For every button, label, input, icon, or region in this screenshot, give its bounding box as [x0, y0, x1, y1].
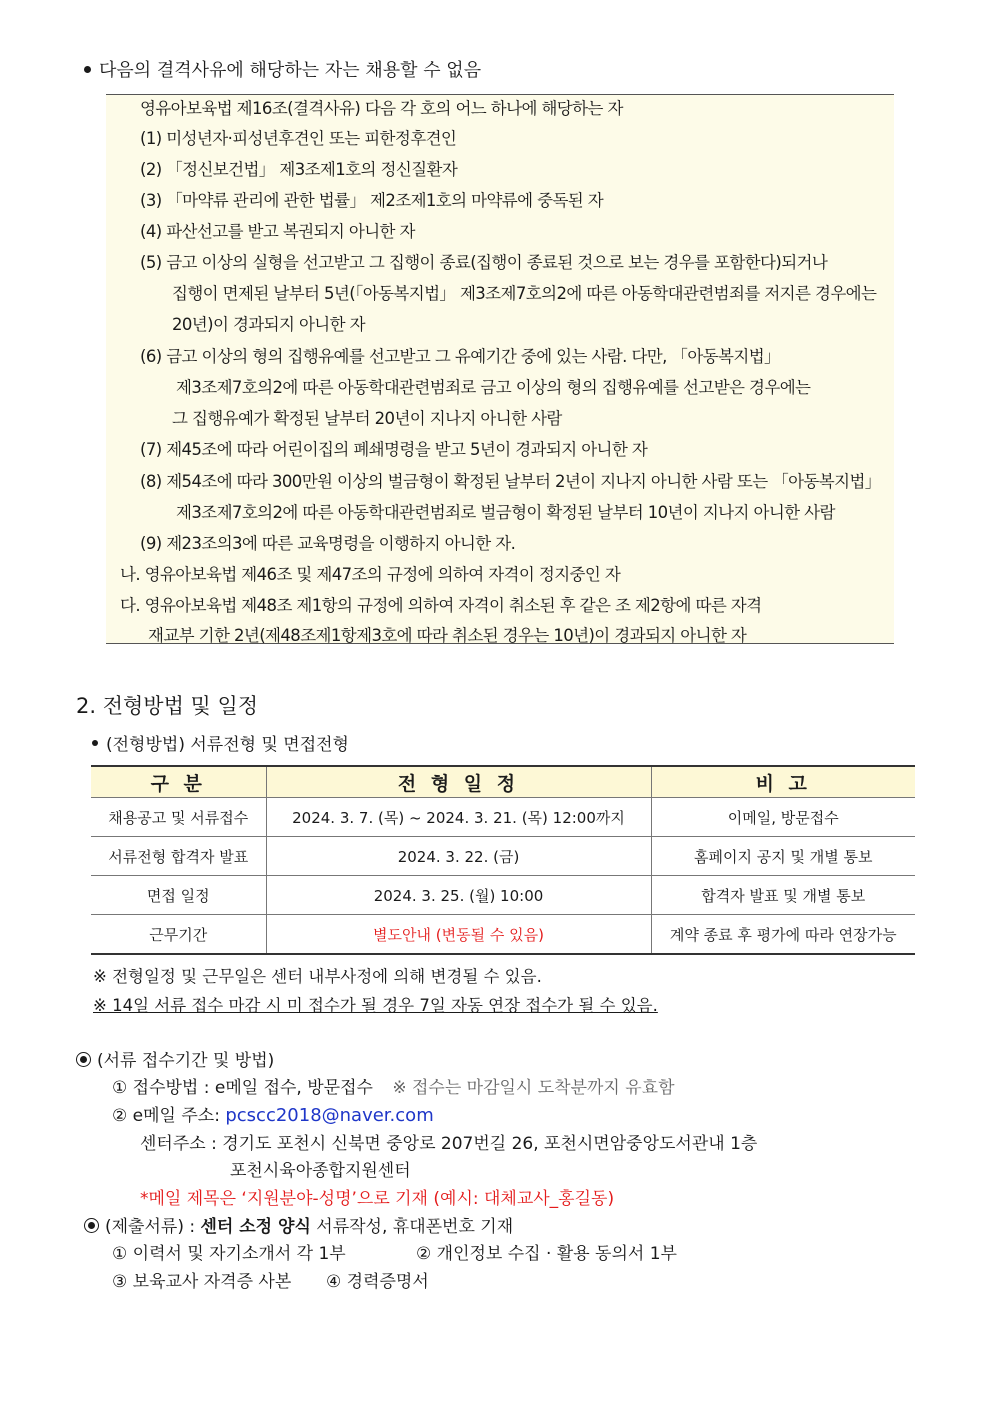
box-line: 집행이 면제된 날부터 5년(「아동복지법」 제3조제7호의2에 따른 아동학대관련범죄를 저지른 경우에는 — [172, 284, 877, 303]
table-cell: 합격자 발표 및 개별 통보 — [651, 876, 915, 915]
box-line: (7) 제45조에 따라 어린이집의 폐쇄명령을 받고 5년이 경과되지 아니한 자 — [140, 440, 648, 459]
table-header-row — [91, 766, 915, 798]
disqualification-box — [106, 94, 894, 644]
documents-item-4: ④ 경력증명서 — [326, 1272, 429, 1292]
address-line-1: 센터주소 : 경기도 포천시 신북면 중앙로 207번길 26, 포천시면암중앙도서관내 1층 — [140, 1134, 758, 1154]
table-cell: 서류전형 합격자 발표 — [91, 837, 266, 876]
address-line-2: 포천시육아종합지원센터 — [230, 1161, 411, 1181]
disqualification-heading-text: 다음의 결격사유에 해당하는 자는 채용할 수 없음 — [99, 60, 482, 81]
note-schedule-change: ※ 전형일정 및 근무일은 센터 내부사정에 의해 변경될 수 있음. — [93, 967, 542, 986]
table-row — [91, 876, 915, 915]
method-text: (전형방법) 서류전형 및 면접전형 — [106, 735, 349, 755]
disqualification-heading — [84, 56, 481, 82]
documents-heading — [84, 1212, 513, 1237]
schedule-table — [91, 765, 915, 955]
box-line: 제3조제7호의2에 따른 아동학대관련범죄로 벌금형이 확정된 날부터 10년이 지나지 아니한 사람 — [176, 503, 835, 522]
box-line: (2) 「정신보건법」 제3조제1호의 정신질환자 — [140, 160, 458, 179]
table-cell: 홈페이지 공지 및 개별 통보 — [651, 837, 915, 876]
table-row — [91, 798, 915, 837]
documents-item-3: ③ 보육교사 자격증 사본 — [112, 1272, 292, 1292]
method-label: ① 접수방법 : e메일 접수, 방문접수 — [112, 1078, 373, 1098]
email-label: ② e메일 주소: — [112, 1106, 220, 1126]
header-category: 구 분 — [91, 766, 266, 798]
table-cell-highlight: 별도안내 (변동될 수 있음) — [266, 915, 651, 955]
table-cell: 2024. 3. 7. (목) ~ 2024. 3. 21. (목) 12:00까지 — [266, 798, 651, 837]
table-cell: 근무기간 — [91, 915, 266, 955]
box-line: (1) 미성년자·피성년후견인 또는 피한정후견인 — [140, 129, 457, 148]
documents-item-1: ① 이력서 및 자기소개서 각 1부 — [112, 1244, 346, 1264]
box-line: 영유아보육법 제16조(결격사유) 다음 각 호의 어느 하나에 해당하는 자 — [140, 99, 623, 118]
header-remarks: 비 고 — [651, 766, 915, 798]
box-line: (5) 금고 이상의 실형을 선고받고 그 집행이 종료(집행이 종료된 것으로 보는 경우를 포함한다)되거나 — [140, 253, 828, 272]
box-line: (4) 파산선고를 받고 복권되지 아니한 자 — [140, 222, 415, 241]
documents-heading-text: (제출서류) : — [105, 1217, 196, 1237]
table-cell: 2024. 3. 25. (월) 10:00 — [266, 876, 651, 915]
method-line — [92, 730, 349, 755]
table-cell: 2024. 3. 22. (금) — [266, 837, 651, 876]
application-method — [112, 1073, 675, 1098]
section-title: 2. 전형방법 및 일정 — [76, 694, 259, 718]
header-schedule: 전 형 일 정 — [266, 766, 651, 798]
box-line: 다. 영유아보육법 제48조 제1항의 규정에 의하여 자격이 취소된 후 같은 조 제2항에 따른 자격 — [120, 596, 762, 615]
box-line: (3) 「마약류 관리에 관한 법률」 제2조제1호의 마약류에 중독된 자 — [140, 191, 604, 210]
box-line: 그 집행유예가 확정된 날부터 20년이 지나지 아니한 사람 — [172, 409, 562, 428]
box-line: (8) 제54조에 따라 300만원 이상의 벌금형이 확정된 날부터 2년이 지나지 아니한 사람 또는 「아동복지법」 — [140, 472, 881, 491]
documents-emphasis: 센터 소정 양식 — [200, 1217, 311, 1237]
box-line: 나. 영유아보육법 제46조 및 제47조의 규정에 의하여 자격이 정지중인 자 — [120, 565, 621, 584]
box-line: 20년)이 경과되지 아니한 자 — [172, 315, 365, 334]
bullet-icon — [92, 740, 98, 746]
table-cell: 면접 일정 — [91, 876, 266, 915]
table-cell: 이메일, 방문접수 — [651, 798, 915, 837]
box-line: 재교부 기한 2년(제48조제1항제3호에 따라 취소된 경우는 10년)이 경과되지 아니한 자 — [148, 626, 747, 645]
table-row — [91, 915, 915, 955]
table-cell: 계약 종료 후 평가에 따라 연장가능 — [651, 915, 915, 955]
note-auto-extension: ※ 14일 서류 접수 마감 시 미 접수가 될 경우 7일 자동 연장 접수가 될 수 있음. — [93, 996, 658, 1015]
bullet-icon — [84, 66, 91, 73]
documents-tail: 서류작성, 휴대폰번호 기재 — [316, 1217, 514, 1237]
email-line — [112, 1101, 434, 1126]
documents-item-2: ② 개인정보 수집 · 활용 동의서 1부 — [416, 1244, 677, 1264]
email-link[interactable]: pcscc2018@naver.com — [225, 1105, 434, 1126]
box-line: (6) 금고 이상의 형의 집행유예를 선고받고 그 유예기간 중에 있는 사람. 다만, 「아동복지법」 — [140, 347, 780, 366]
table-cell: 채용공고 및 서류접수 — [91, 798, 266, 837]
circle-bullet-icon — [76, 1052, 91, 1067]
box-line: 제3조제7호의2에 따른 아동학대관련범죄로 금고 이상의 형의 집행유예를 선고받은 경우에는 — [176, 378, 811, 397]
method-note: ※ 접수는 마감일시 도착분까지 유효함 — [392, 1078, 675, 1098]
circle-bullet-icon — [84, 1218, 99, 1233]
application-heading-text: (서류 접수기간 및 방법) — [97, 1051, 275, 1071]
table-row — [91, 837, 915, 876]
subject-rule: *메일 제목은 ‘지원분야-성명’으로 기재 (예시: 대체교사_홍길동) — [140, 1189, 615, 1209]
application-heading — [76, 1046, 274, 1071]
box-line: (9) 제23조의3에 따른 교육명령을 이행하지 아니한 자. — [140, 534, 516, 553]
